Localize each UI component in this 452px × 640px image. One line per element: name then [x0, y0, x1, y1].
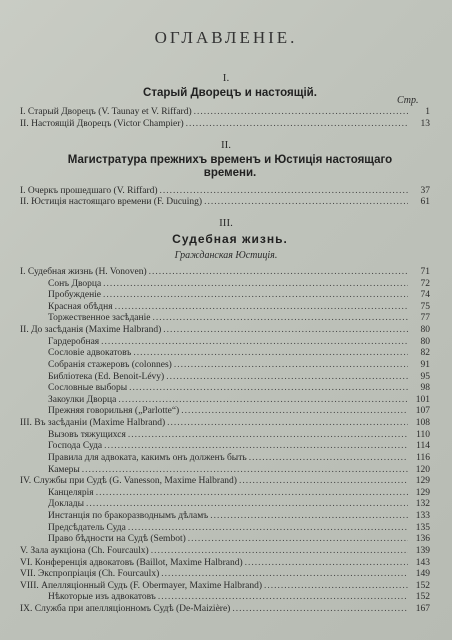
toc-entry — [20, 325, 430, 336]
dot-leader — [115, 302, 408, 313]
toc-entry — [48, 279, 430, 290]
toc-entry-page: 80 — [420, 336, 430, 347]
toc-entry-page: 152 — [415, 592, 430, 603]
toc-entry-page: 95 — [420, 371, 430, 382]
toc-entry-title: III. Въ засѣданіи (Maxime Halbrand) — [20, 418, 166, 429]
dot-leader — [133, 348, 408, 359]
toc-entry — [20, 418, 430, 429]
toc-entry-title: Инстанція по бракоразводнымъ дѣламъ — [48, 511, 209, 522]
dot-leader — [158, 592, 408, 603]
toc-entry-title: Закоулки Дворца — [48, 394, 117, 405]
toc-entry-page: 116 — [416, 452, 430, 463]
dot-leader — [161, 569, 408, 580]
toc-entry-title: Нѣкоторые изъ адвокатовъ — [48, 592, 156, 603]
toc-entry — [20, 546, 430, 557]
toc-entry — [48, 313, 430, 324]
toc-entry-page: 72 — [420, 278, 430, 289]
toc-entry-page: 71 — [420, 267, 430, 277]
toc-entry — [48, 534, 430, 545]
toc-entry — [20, 186, 430, 197]
toc-entry — [48, 453, 430, 464]
section-2-heading: Магистратура прежнихъ временъ и Юстиція настоящаго времени. — [67, 154, 393, 179]
toc-entry-page: 120 — [415, 464, 430, 475]
toc-entry — [48, 523, 430, 534]
toc-entry — [48, 337, 430, 348]
dot-leader — [167, 418, 408, 429]
toc-entry-title: Гардеробная — [48, 336, 100, 347]
toc-entry-page: 75 — [420, 301, 430, 312]
dot-leader — [163, 325, 408, 336]
toc-entry-page: 143 — [415, 557, 430, 568]
toc-entry-title: Сословіе адвокатовъ — [48, 348, 132, 359]
dot-leader — [151, 546, 408, 557]
toc-entry-title: Предсѣдатель Суда — [48, 522, 126, 533]
toc-entry-page: 133 — [415, 511, 430, 522]
toc-entry-title: VI. Конференція адвокатовъ (Baillot, Maxime Halbrand) — [20, 557, 243, 568]
toc-entry — [48, 488, 430, 499]
toc-entry — [20, 569, 430, 580]
toc-entry — [20, 107, 430, 118]
toc-entry — [20, 267, 430, 278]
toc-entry-title: Сословные выборы — [48, 383, 128, 394]
toc-entry-page: 129 — [415, 476, 430, 487]
toc-entry-page: 110 — [416, 429, 430, 440]
toc-entry — [48, 290, 430, 301]
toc-entry-title: Вызовъ тяжущихся — [48, 429, 126, 440]
toc-entry-page: 132 — [415, 499, 430, 510]
toc-entry-page: 80 — [420, 325, 430, 336]
toc-entry-title: Красная обѣдня — [48, 301, 113, 312]
toc-entry-title: Библіотека (Ed. Benoit-Lévy) — [48, 371, 165, 382]
toc-entry — [48, 348, 430, 359]
toc-entry — [20, 581, 430, 592]
toc-entry-title: Камеры — [48, 464, 80, 475]
dot-leader — [149, 267, 408, 278]
toc-entry-title: II. Юстиція настоящаго времени (F. Ducuing) — [20, 197, 203, 207]
toc-entry — [48, 511, 430, 522]
dot-leader — [128, 523, 408, 534]
dot-leader — [86, 499, 408, 510]
dot-leader — [103, 290, 408, 301]
page-column-label: Стр. — [397, 95, 419, 106]
dot-leader — [245, 558, 408, 569]
toc-entry-title: V. Зала аукціона (Ch. Fourcaulx) — [20, 545, 149, 556]
toc-entry-page: 77 — [420, 313, 430, 324]
toc-entry-page: 98 — [420, 383, 430, 394]
toc-entry-title: Торжественное засѣданіе — [48, 313, 151, 324]
dot-leader — [188, 534, 408, 545]
toc-entry-page: 149 — [415, 569, 430, 580]
toc-entry — [48, 430, 430, 441]
toc-entry-title: VII. Экспропріація (Ch. Fourcaulx) — [20, 569, 160, 580]
dot-leader — [103, 279, 408, 290]
toc-entry-page: 91 — [420, 359, 430, 370]
toc-entry — [48, 465, 430, 476]
toc-entry-page: 136 — [415, 534, 430, 545]
toc-entry — [48, 302, 430, 313]
toc-entry-page: 61 — [420, 197, 430, 207]
toc-entry-title: Прежняя говорильня („Parlotte“) — [48, 406, 180, 417]
toc-entry — [48, 383, 430, 394]
toc-entry-title: IX. Служба при апелляціонномъ Судѣ (De-Maizière) — [20, 603, 231, 614]
dot-leader — [210, 511, 408, 522]
dot-leader — [160, 186, 408, 197]
toc-entry-title: Правила для адвоката, какимъ онъ долженъ быть — [48, 452, 247, 463]
toc-entry-title: Канцелярія — [48, 487, 94, 498]
dot-leader — [194, 107, 408, 118]
toc-entry-title: Право бѣдности на Судѣ (Sembot) — [48, 534, 186, 545]
toc-entry-page: 82 — [420, 348, 430, 359]
dot-leader — [82, 465, 408, 476]
toc-entry — [20, 119, 430, 130]
section-3-number: III. — [219, 217, 233, 229]
toc-entry — [20, 604, 430, 615]
dot-leader — [186, 119, 408, 130]
toc-entry-title: IV. Службы при Судѣ (G. Vanesson, Maxime Halbrand) — [20, 476, 237, 487]
toc-entry-page: 107 — [415, 406, 430, 417]
dot-leader — [166, 372, 408, 383]
toc-entry-title: I. Судебная жизнь (H. Vonoven) — [20, 267, 147, 277]
dot-leader — [204, 197, 408, 208]
toc-entry-title: I. Старый Дворецъ (V. Taunay et V. Riffard) — [20, 107, 192, 117]
toc-entry-page: 13 — [420, 118, 430, 129]
section-3-heading: Судебная жизнь. — [172, 232, 288, 246]
dot-leader — [128, 430, 408, 441]
toc-entry-page: 114 — [416, 441, 430, 452]
toc-entry — [20, 197, 430, 208]
toc-entry-title: II. До засѣданія (Maxime Halbrand) — [20, 325, 162, 336]
toc-entry-page: 129 — [415, 487, 430, 498]
toc-entry-title: Господа Суда — [48, 441, 103, 452]
toc-entry — [48, 441, 430, 452]
toc-entry-title: II. Настоящій Дворецъ (Victor Champier) — [20, 118, 184, 129]
toc-entry-page: 74 — [420, 290, 430, 301]
toc-entry — [48, 372, 430, 383]
dot-leader — [129, 383, 408, 394]
section-1-heading: Старый Дворецъ и настоящій. — [143, 87, 317, 99]
toc-entry — [20, 558, 430, 569]
toc-entry — [48, 499, 430, 510]
page-title: ОГЛАВЛЕНІЕ. — [154, 28, 298, 47]
toc-entry-title: I. Очеркъ прошедшаго (V. Riffard) — [20, 186, 158, 196]
dot-leader — [174, 360, 408, 371]
section-2-number: II. — [220, 139, 232, 151]
toc-entry-page: 167 — [415, 603, 430, 614]
toc-entry-title: Сонъ Дворца — [48, 278, 102, 289]
dot-leader — [181, 406, 408, 417]
dot-leader — [96, 488, 408, 499]
dot-leader — [264, 581, 408, 592]
toc-entry — [48, 406, 430, 417]
toc-entry-page: 108 — [415, 418, 430, 429]
dot-leader — [152, 313, 408, 324]
toc-entry-title: Доклады — [48, 499, 85, 510]
toc-entry-title: VIII. Апелляціонный Судъ (F. Obermayer, Maxime Halbrand) — [20, 580, 263, 591]
toc-entry-page: 37 — [420, 186, 430, 196]
toc-entry-page: 152 — [415, 580, 430, 591]
dot-leader — [232, 604, 408, 615]
toc-entry-title: Собранія стажеровъ (colonnes) — [48, 359, 172, 370]
section-3-subheading: Гражданская Юстиція. — [174, 250, 278, 261]
toc-entry-page: 101 — [415, 394, 430, 405]
toc-entry — [48, 360, 430, 371]
dot-leader — [101, 337, 408, 348]
toc-entry-page: 1 — [425, 107, 430, 117]
toc-entry-page: 139 — [415, 545, 430, 556]
dot-leader — [249, 453, 408, 464]
toc-entry-title: Пробужденіе — [48, 290, 102, 301]
toc-entry-page: 135 — [415, 522, 430, 533]
dot-leader — [239, 476, 408, 487]
dot-leader — [118, 395, 408, 406]
toc-entry — [48, 592, 430, 603]
section-1-number: I. — [222, 72, 230, 84]
toc-entry — [48, 395, 430, 406]
toc-entry — [20, 476, 430, 487]
dot-leader — [104, 441, 408, 452]
